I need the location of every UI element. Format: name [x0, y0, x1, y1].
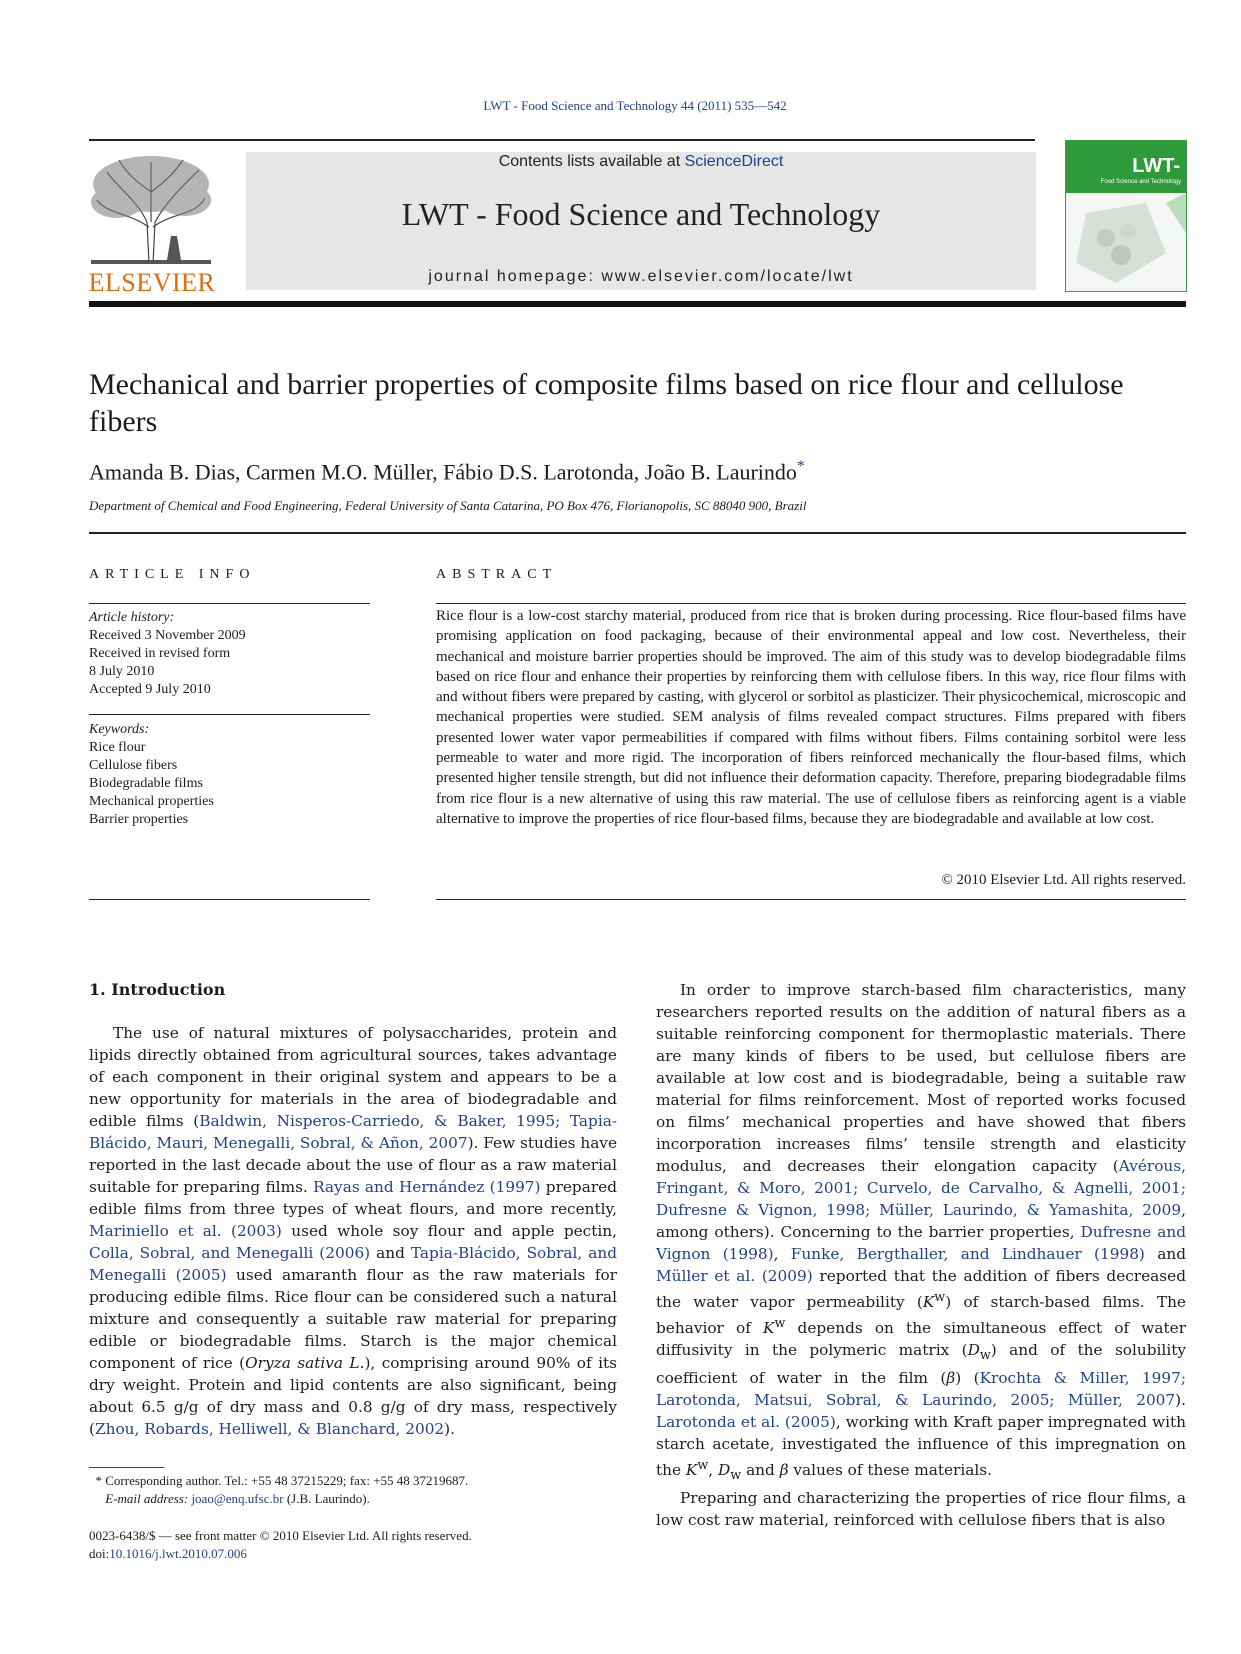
text-run: The use of natural mixtures of polysaccharides, protein and lipids directly obtained from agricultural sources, takes advantage of each component in their original system and appears to be a new opportunity for materials in the area of biodegradable and edible films (: [89, 1024, 617, 1130]
italic-run: β: [946, 1369, 956, 1388]
introduction-heading: 1. Introduction: [89, 980, 226, 999]
email-label: E-mail address:: [105, 1491, 189, 1506]
cover-subtitle: Food Science and Technology: [1100, 179, 1181, 185]
citation-link[interactable]: Müller et al. (2009): [656, 1267, 813, 1285]
text-run: ,: [773, 1245, 791, 1263]
abstract-heading: ABSTRACT: [436, 567, 558, 582]
cover-title: LWT-: [1132, 155, 1180, 177]
text-run: and: [370, 1244, 411, 1262]
text-run: ).: [444, 1420, 456, 1438]
text-run: , working with Kraft paper impregnated with starch acetate, investigated the influence of this impregnation on the: [656, 1413, 1186, 1480]
text-run: and: [1144, 1245, 1186, 1263]
text-run: ), comprising around 90% of its dry weight. Protein and lipid contents are also significant, being about 6.5 g/g of dry mass and 0.8 g/g of dry mass, respectively (: [89, 1354, 617, 1438]
superscript: w: [697, 1458, 709, 1474]
citation-link[interactable]: Larotonda et al. (2005): [656, 1413, 836, 1432]
corresponding-author-footnote: [89, 1472, 468, 1508]
abstract-copyright: © 2010 Elsevier Ltd. All rights reserved.: [941, 872, 1186, 888]
text-run: values of these materials.: [788, 1461, 992, 1480]
citation-link[interactable]: Baldwin, Nisperos-Carriedo, & Baker, 1995; Tapia-Blácido, Mauri, Menegalli, Sobral, & Añon, 2007: [89, 1112, 618, 1152]
italic-run: Oryza sativa L.: [245, 1354, 365, 1372]
citation-link[interactable]: Colla, Sobral, and Menegalli (2006): [89, 1244, 371, 1262]
journal-homepage-link[interactable]: journal homepage: www.elsevier.com/locate/lwt: [428, 268, 854, 285]
citation-link[interactable]: Rayas and Hernández (1997): [313, 1178, 541, 1196]
doi-line: [89, 1545, 472, 1563]
intro-paragraph: [89, 1022, 617, 1440]
text-run: ) (: [955, 1369, 980, 1388]
text-run: , among others). Concerning to the barrier properties,: [656, 1201, 1186, 1241]
keyword: Rice flour: [89, 740, 146, 755]
keywords: [89, 721, 370, 829]
text-run: prepared edible films from three types of wheat flours, and more recently,: [89, 1178, 618, 1218]
superscript: w: [774, 1316, 786, 1332]
history-label: Article history:: [89, 610, 175, 625]
doi-link[interactable]: 10.1016/j.lwt.2010.07.006: [109, 1546, 247, 1561]
elsevier-logo[interactable]: [87, 152, 217, 297]
footnote-email-line: [89, 1490, 468, 1508]
text-run: In order to improve starch-based film characteristics, many researchers reported results on the addition of natural fibers as a suitable reinforcing component for thermoplastic materials. There are many kinds of fibers to be used, but cellulose fibers are available at low cost and is biodegradable, being a suitable raw material for films reinforcement. Most of reported works focused on films’ mechanical properties and have showed that fibers incorporation increases films’ tensile strength and elasticity modulus, and decreases their elongation capacity (: [656, 981, 1186, 1175]
citation-link[interactable]: Avérous, Fringant, & Moro, 2001; Curvelo, de Carvalho, & Agnelli, 2001; Dufresne & Vignon, 1998; Müller, Laurindo, & Yamashita, 2009: [656, 1157, 1186, 1219]
citation-link[interactable]: Funke, Bergthaller, and Lindhauer (1998): [790, 1245, 1145, 1263]
abstract-rule: [436, 603, 1186, 604]
abstract-bottom-rule: [436, 899, 1186, 900]
footnote-mark: *: [95, 1473, 102, 1488]
keyword: Cellulose fibers: [89, 758, 178, 773]
history-item: Accepted 9 July 2010: [89, 682, 211, 697]
text-run: depends on the simultaneous effect of water diffusivity in the polymeric matrix (: [656, 1319, 1187, 1360]
subscript: w: [730, 1468, 742, 1484]
article-title: Mechanical and barrier properties of composite films based on rice flour and cellulose fibers: [89, 368, 1124, 438]
footnote-corresponding: Corresponding author. Tel.: +55 48 37215229; fax: +55 48 37219687.: [105, 1473, 469, 1488]
text-run: and: [741, 1461, 780, 1480]
header-rule: [89, 139, 1035, 141]
history-item: 8 July 2010: [89, 664, 155, 679]
front-matter: [89, 1527, 472, 1563]
subscript: w: [979, 1348, 991, 1364]
history-item: Received 3 November 2009: [89, 628, 246, 643]
title-rule: [89, 532, 1186, 534]
affiliation: Department of Chemical and Food Engineering, Federal University of Santa Catarina, PO Box 476, Florianopolis, SC 88040 900, Brazil: [89, 498, 807, 513]
keywords-rule: [89, 714, 370, 715]
italic-run: K: [685, 1461, 698, 1480]
footnote-rule: [89, 1467, 164, 1468]
sciencedirect-link[interactable]: ScienceDirect: [684, 153, 784, 170]
intro-paragraph: Preparing and characterizing the properties of rice flour films, a low cost raw material, reinforced with cellulose fibers that is also: [656, 1489, 1186, 1530]
footnote-line: [89, 1472, 468, 1490]
history-item: Received in revised form: [89, 646, 231, 661]
email-suffix: (J.B. Laurindo).: [283, 1491, 370, 1506]
elsevier-wordmark: ELSEVIER: [88, 268, 216, 297]
intro-paragraph: [656, 979, 1186, 1487]
citation-link[interactable]: Zhou, Robards, Helliwell, & Blanchard, 2002: [94, 1420, 445, 1438]
text-run: ).: [1175, 1391, 1186, 1410]
text-run: ). Few studies have reported in the last decade about the use of flour as a raw material suitable for preparing films.: [89, 1134, 618, 1196]
journal-citation[interactable]: LWT - Food Science and Technology 44 (2011) 535—542: [483, 98, 787, 113]
abstract-text: Rice flour is a low-cost starchy material, produced from rice that is broken during processing. Rice flour-based films have promising application on food packaging, because of their environmental appeal and low cost. Nevertheless, their mechanical and moisture barrier properties should be improved. The aim of this study was to develop biodegradable films based on rice flour and enhance their properties by reinforcing them with cellulose fibers. In this way, rice flour films with and without fibers were prepared by casting, with glycerol or sorbitol as plasticizer. Their physicochemical, microscopic and mechanical properties were studied. SEM analysis of films revealed compact structures. Films prepared with fibers presented lower water vapor permeabilities if compared with films without fibers. Films containing sorbitol were less permeable to water and more rigid. The incorporation of fibers reinforced mechanically the flour-based films, which presented higher tensile strength, but did not influence their deformation capacity. Therefore, preparing biodegradable films from rice flour is a new alternative of using this raw material. The use of cellulose fibers as reinforcing agent is a viable alternative to improve the properties of rice flour-based films, because they are biodegradable and available at low cost.: [436, 608, 1186, 827]
right-column: [656, 979, 1186, 1531]
article-history: [89, 609, 370, 699]
keyword: Mechanical properties: [89, 794, 214, 809]
keyword: Biodegradable films: [89, 776, 203, 791]
text-run: used whole soy flour and apple pectin,: [281, 1222, 617, 1240]
article-info-bottom-rule: [89, 899, 370, 900]
author-list: [89, 458, 805, 485]
journal-name: LWT - Food Science and Technology: [401, 196, 881, 232]
italic-run: K: [763, 1319, 775, 1338]
issn-line: 0023-6438/$ — see front matter © 2010 Elsevier Ltd. All rights reserved.: [89, 1528, 472, 1543]
italic-run: D: [718, 1461, 731, 1480]
left-column: [89, 1022, 617, 1440]
text-run: ) and of the solubility coefficient of water in the film (: [656, 1341, 1187, 1388]
masthead-rule: [89, 301, 1186, 307]
italic-run: β: [779, 1461, 789, 1480]
doi-label: doi:: [89, 1546, 110, 1561]
citation-link[interactable]: Krochta & Miller, 1997; Larotonda, Matsui, Sobral, & Laurindo, 2005; Müller, 2007: [656, 1369, 1186, 1410]
authors-text: Amanda B. Dias, Carmen M.O. Müller, Fábio D.S. Larotonda, João B. Laurindo: [89, 459, 797, 485]
citation-link[interactable]: Mariniello et al. (2003): [89, 1222, 282, 1240]
italic-run: D: [967, 1341, 980, 1360]
corresponding-author-mark[interactable]: *: [796, 458, 805, 475]
text-run: ,: [708, 1461, 719, 1480]
keyword: Barrier properties: [89, 812, 189, 827]
cover-image-icon: [1066, 193, 1186, 291]
contents-prefix: Contents lists available at: [498, 153, 685, 170]
citation-link[interactable]: Dufresne and Vignon (1998): [656, 1223, 1186, 1263]
text-run: ) of starch-based films. The behavior of: [656, 1293, 1186, 1338]
superscript: w: [934, 1290, 946, 1305]
text-run: reported that the addition of fibers decreased the water vapor permeability (: [656, 1267, 1186, 1312]
journal-masthead: [246, 152, 1036, 290]
text-run: used amaranth flour as the raw materials for producing edible films. Rice flour can be considered such a natural mixture and consequently a suitable raw material for preparing edible or biodegradable films. Starch is the major chemical component of rice (: [89, 1266, 617, 1372]
journal-cover-thumbnail[interactable]: [1065, 140, 1187, 292]
contents-line: [246, 152, 1036, 171]
article-info-heading: ARTICLE INFO: [89, 567, 256, 582]
italic-run: K: [922, 1293, 935, 1312]
article-info-rule: [89, 603, 370, 604]
email-link[interactable]: joao@enq.ufsc.br: [191, 1491, 284, 1506]
citation-link[interactable]: Tapia-Blácido, Sobral, and Menegalli (2005): [89, 1244, 618, 1284]
tree-icon: [87, 152, 215, 268]
keywords-label: Keywords:: [89, 722, 150, 737]
